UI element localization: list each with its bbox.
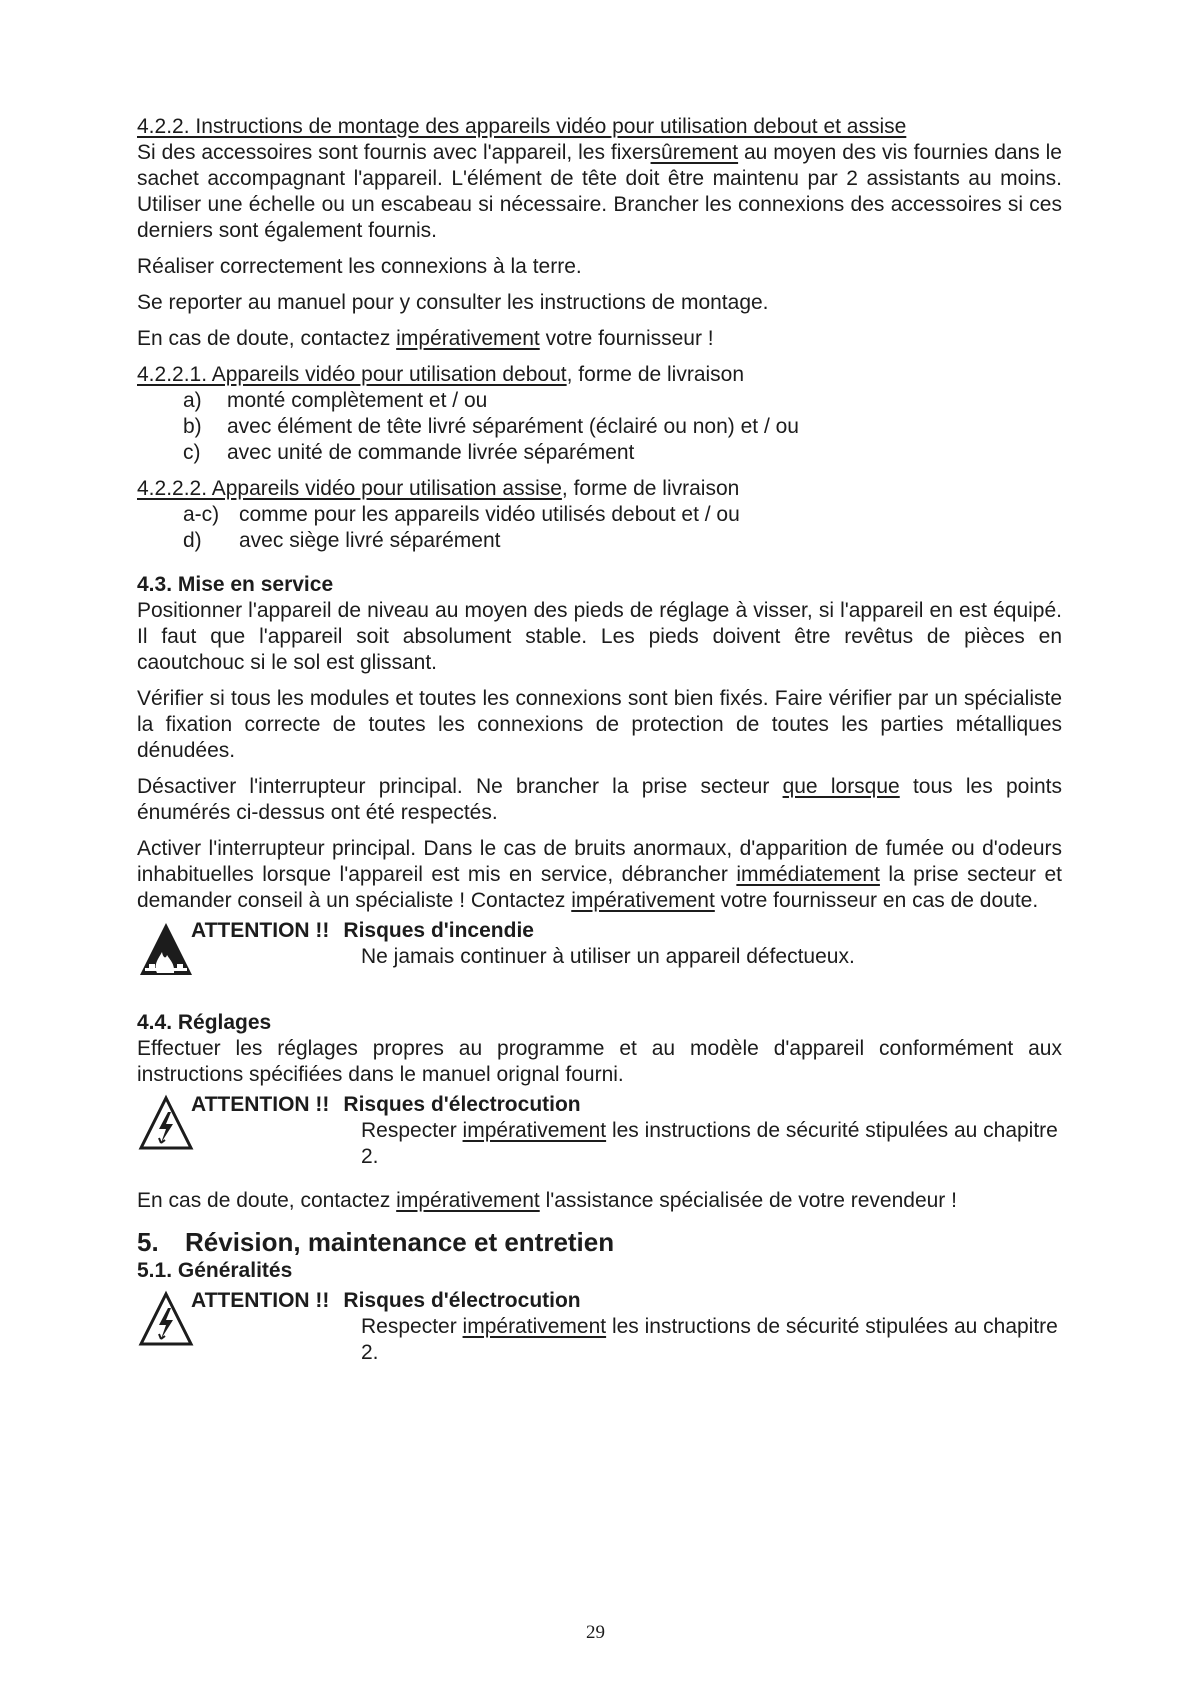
fire-warning-icon: [137, 920, 195, 978]
fire-warning: [137, 918, 1062, 1004]
section-4-2-2-2-heading: 4.2.2.2. Appareils vidéo pour utilisation assise, forme de livraison: [137, 477, 740, 500]
list-item: d) avec siège livré séparément: [183, 529, 501, 552]
section-4-2-2-paragraph-2: Réaliser correctement les connexions à la terre.: [137, 255, 582, 278]
electric-shock-warning-icon: [137, 1290, 195, 1348]
section-4-2-2-paragraph-4: En cas de doute, contactez impérativement votre fournisseur !: [137, 327, 714, 350]
delivery-form-list-standing: [137, 388, 1062, 466]
section-4-2-2-heading: 4.2.2. Instructions de montage des appareils vidéo pour utilisation debout et assise: [137, 115, 907, 138]
list-item: a) monté complètement et / ou: [183, 389, 488, 412]
delivery-form-list-seated: [137, 502, 1062, 554]
electric-warning-text: Respecter impérativement les instructions de sécurité stipulées au chapitre 2.: [361, 1315, 1058, 1364]
electric-warning-5-1: [137, 1288, 1062, 1384]
section-4-4-paragraph-1: Effectuer les réglages propres au programme et au modèle d'appareil conformément aux instructions spécifiées dans le manuel orignal fourni.: [137, 1037, 1062, 1086]
list-item: c) avec unité de commande livrée séparément: [183, 441, 635, 464]
electric-warning-4-4: [137, 1092, 1062, 1188]
section-4-4-heading: 4.4. Réglages: [137, 1011, 272, 1034]
section-4-3-paragraph-1: Positionner l'appareil de niveau au moyen des pieds de réglage à visser, si l'appareil en est équipé. Il faut que l'appareil soit absolument stable. Les pieds doivent être revêtus de pièces en caoutchouc si le sol est glissant.: [137, 599, 1062, 674]
page-content: [137, 114, 1062, 1384]
fire-warning-text: Ne jamais continuer à utiliser un appareil défectueux.: [361, 945, 855, 968]
section-4-2-2-paragraph-1: Si des accessoires sont fournis avec l'appareil, les fixersûrement au moyen des vis fournies dans le sachet accompagnant l'appareil. L'élément de tête doit être maintenu par 2 assistants au moins. Utiliser une échelle ou un escabeau si nécessaire. Brancher les connexions des accessoires si ces derniers sont également fournis.: [137, 141, 1062, 242]
section-4-3-heading: 4.3. Mise en service: [137, 573, 334, 596]
electric-warning-title: ATTENTION !! Risques d'électrocution: [191, 1289, 581, 1312]
electric-warning-text: Respecter impérativement les instructions de sécurité stipulées au chapitre 2.: [361, 1119, 1058, 1168]
page-number: 29: [586, 1622, 605, 1643]
chapter-5-heading: 5. Révision, maintenance et entretien: [137, 1227, 615, 1257]
section-4-2-2-paragraph-3: Se reporter au manuel pour y consulter les instructions de montage.: [137, 291, 769, 314]
section-4-4-paragraph-2: En cas de doute, contactez impérativement l'assistance spécialisée de votre revendeur !: [137, 1189, 957, 1212]
electric-warning-title: ATTENTION !! Risques d'électrocution: [191, 1093, 581, 1116]
section-4-2-2-1-heading: 4.2.2.1. Appareils vidéo pour utilisation debout, forme de livraison: [137, 363, 745, 386]
section-4-3-paragraph-2: Vérifier si tous les modules et toutes les connexions sont bien fixés. Faire vérifier par un spécialiste la fixation correcte de toutes les connexions de protection de toutes les parties métalliques dénudées.: [137, 687, 1062, 762]
section-4-3-paragraph-3: Désactiver l'interrupteur principal. Ne brancher la prise secteur que lorsque tous les points énumérés ci-dessus ont été respectés.: [137, 775, 1062, 824]
section-5-1-heading: 5.1. Généralités: [137, 1259, 293, 1282]
section-4-3-paragraph-4: Activer l'interrupteur principal. Dans le cas de bruits anormaux, d'apparition de fumée ou d'odeurs inhabituelles lorsque l'appareil est mis en service, débrancher immédiatement la prise secteur et demander conseil à un spécialiste ! Contactez impérativement votre fournisseur en cas de doute.: [137, 837, 1062, 912]
fire-warning-title: ATTENTION !! Risques d'incendie: [191, 919, 534, 942]
electric-shock-warning-icon: [137, 1094, 195, 1152]
list-item: b) avec élément de tête livré séparément (éclairé ou non) et / ou: [183, 415, 799, 438]
list-item: a-c) comme pour les appareils vidéo utilisés debout et / ou: [183, 503, 740, 526]
